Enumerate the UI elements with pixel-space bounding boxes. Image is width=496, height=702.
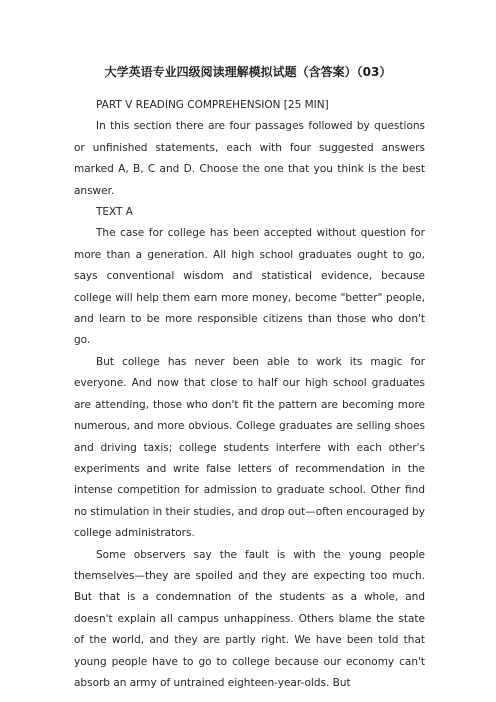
section-heading: PART V READING COMPREHENSION [25 MIN] [96, 99, 329, 111]
passage-paragraph: Some observers say the fault is with the young people themselves—they are spoiled and they are expecting too much. But that is a condemnation of the students as a whole, and doesn't explain all campus unhappiness. Others blame the state of the world, and they are partly right. We have been told that young people have to go to college because our economy can't absorb an army of untrained eighteen-year-olds. But [74, 548, 425, 689]
document-body [74, 95, 425, 694]
instructions-paragraph: In this section there are four passages followed by questions or unfinished statements, each with four suggested answers marked A, B, C and D. Choose the one that you think is the best answer. [74, 120, 425, 197]
passage-paragraph: The case for college has been accepted without question for more than a generation. All high school graduates ought to go, says conventional wisdom and statistical evidence, because college will help them earn more money, become "better" people, and learn to be more responsible citizens than those who don't go. [74, 227, 425, 347]
passage-paragraph: But college has never been able to work its magic for everyone. And now that close to half our high school graduates are attending, those who don't fit the pattern are becoming more numerous, and more obvious. College graduates are selling shoes and driving taxis; college students interfere with each other's experiments and write false letters of recommendation in the intense competition for admission to graduate school. Other find no stimulation in their studies, and drop out—often encouraged by college administrators. [74, 355, 425, 540]
text-label: TEXT A [96, 206, 133, 219]
document-title: 大学英语专业四级阅读理解模拟试题（含答案）（03） [104, 65, 392, 79]
